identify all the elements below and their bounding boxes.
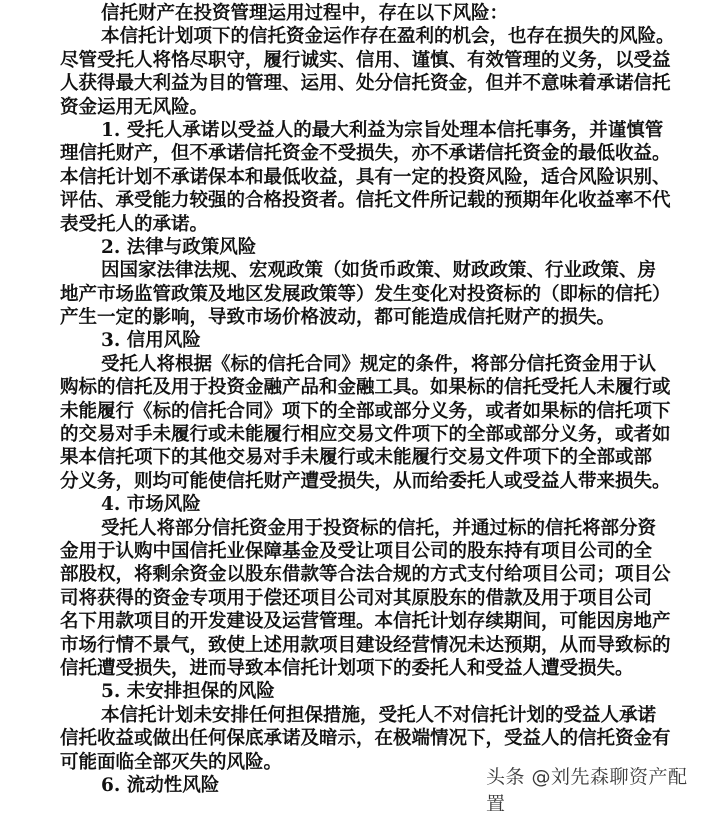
paragraph-line: 表受托人的承诺。: [60, 213, 209, 235]
paragraph-line: 地产市场监管政策及地区发展政策等）发生变化对投资标的（即标的信托）: [60, 283, 671, 305]
paragraph-line: 的交易对手未履行或未能履行相应交易文件项下的全部或部分义务，或者如: [60, 424, 671, 446]
intro-line: 信托财产在投资管理运用过程中，存在以下风险：: [101, 3, 509, 24]
watermark: 头条 @刘先森聊资产配置: [486, 766, 688, 815]
paragraph-line: 因国家法律法规、宏观政策（如货币政策、财政政策、行业政策、房: [101, 260, 657, 282]
paragraph-line: 资金运用无风险。: [60, 96, 209, 118]
section-heading: 5. 未安排担保的风险: [101, 681, 275, 703]
section-heading: 4. 市场风险: [101, 494, 201, 516]
section-market-risk: [60, 493, 671, 680]
paragraph-line: 产生一定的影响，导致市场价格波动，都可能造成信托财产的损失。: [60, 307, 616, 329]
paragraph-line: 受托人将根据《标的信托合同》规定的条件，将部分信托资金用于认: [101, 353, 657, 375]
paragraph-line: 分义务，则均可能使信托财产遭受损失，从而给委托人或受益人带来损失。: [60, 470, 671, 492]
paragraph-line: 信托收益或做出任何保底承诺及暗示，在极端情况下，受益人的信托资金有: [60, 728, 671, 750]
paragraph-line: 市场行情不景气，致使上述用款项目建设经营情况未达预期，从而导致标的: [60, 634, 671, 656]
paragraph-line: 尽管受托人将恪尽职守，履行诚实、信用、谨慎、有效管理的义务，以受益: [60, 49, 671, 71]
paragraph-line: 司将获得的资金专项用于偿还项目公司对其原股东的借款及用于项目公司: [60, 587, 653, 609]
paragraph-line: 部股权，将剩余资金以股东借款等合法合规的方式支付给项目公司；项目公: [60, 564, 671, 586]
paragraph-line: 果本信托项下的其他交易对手未履行或未能履行交易文件项下的全部或部: [60, 447, 653, 469]
section-no-guarantee-risk: [60, 680, 671, 774]
section-heading: 3. 信用风险: [101, 330, 201, 352]
paragraph-line: 人获得最大利益为目的管理、运用、处分信托资金，但并不意味着承诺信托: [60, 73, 671, 95]
paragraph-line: 理信托财产，但不承诺信托资金不受损失，亦不承诺信托资金的最低收益。: [60, 143, 671, 165]
section-legal-policy-risk: [60, 236, 671, 330]
paragraph-line: 金用于认购中国信托业保障基金及受让项目公司的股东持有项目公司的全: [60, 540, 653, 562]
paragraph-line: 购标的信托及用于投资金融产品和金融工具。如果标的信托受托人未履行或: [60, 377, 671, 399]
paragraph-line: 未能履行《标的信托合同》项下的全部或部分义务，或者如果标的信托项下: [60, 400, 671, 422]
paragraph-line: 受托人将部分信托资金用于投资标的信托，并通过标的信托将部分资: [101, 517, 657, 539]
paragraph-line: 1. 受托人承诺以受益人的最大利益为宗旨处理本信托事务，并谨慎管: [101, 119, 664, 141]
paragraph-line: 本信托计划不承诺保本和最低收益，具有一定的投资风险，适合风险识别、: [60, 166, 671, 188]
paragraph-line: 可能面临全部灭失的风险。: [60, 751, 283, 773]
section-heading: 6. 流动性风险: [101, 774, 220, 796]
paragraph-line: 评估、承受能力较强的合格投资者。信托文件所记载的预期年化收益率不代: [60, 190, 671, 212]
paragraph-line: 信托遭受损失，进而导致本信托计划项下的委托人和受益人遭受损失。: [60, 657, 634, 679]
paragraph-line: 本信托计划未安排任何担保措施，受托人不对信托计划的受益人承诺: [101, 704, 657, 726]
section-heading: 2. 法律与政策风险: [101, 236, 257, 258]
paragraph-general-risk: [60, 25, 675, 119]
paragraph-item-1: [60, 119, 671, 236]
paragraph-line: 名下用款项目的开发建设及运营管理。本信托计划存续期间，可能因房地产: [60, 611, 671, 633]
paragraph-line: 本信托计划项下的信托资金运作存在盈利的机会，也存在损失的风险。: [101, 26, 675, 48]
section-credit-risk: [60, 329, 671, 493]
